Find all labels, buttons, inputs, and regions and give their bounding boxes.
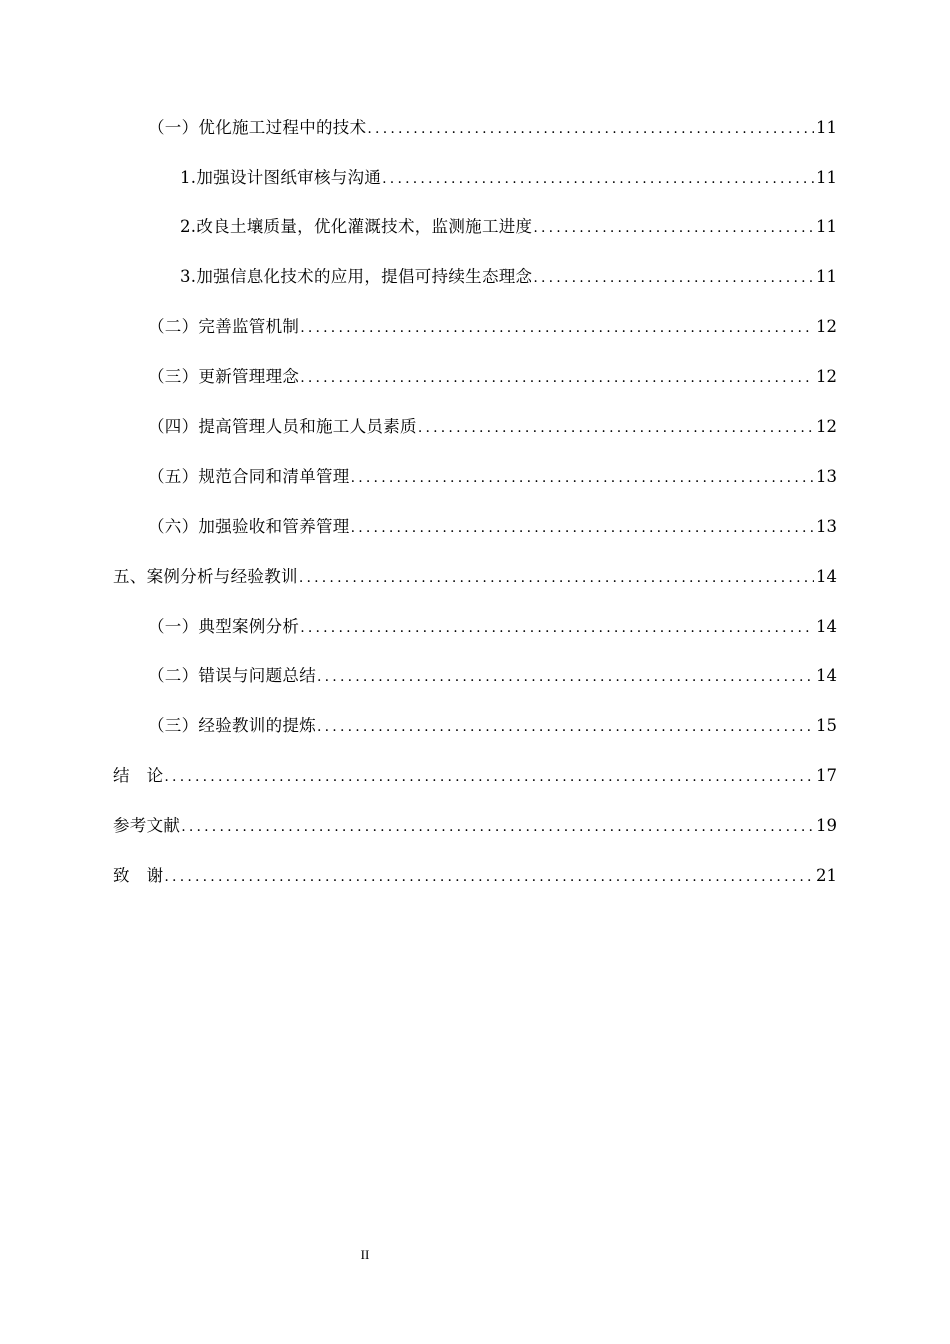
toc-entry[interactable] bbox=[113, 813, 837, 839]
toc-entry-page: 12 bbox=[816, 317, 837, 336]
toc-entry-title: 1.加强设计图纸审核与沟通 bbox=[180, 168, 382, 187]
toc-entry-page: 17 bbox=[816, 766, 837, 785]
toc-entry-title: 参考文献 bbox=[113, 816, 181, 835]
toc-dot-leader bbox=[367, 116, 814, 142]
toc-dot-leader bbox=[300, 315, 814, 341]
toc-dot-leader bbox=[300, 365, 814, 391]
toc-entry-page: 11 bbox=[816, 118, 837, 137]
toc-entry-page: 11 bbox=[816, 267, 837, 286]
toc-entry-page: 15 bbox=[816, 716, 837, 735]
toc-entry[interactable] bbox=[148, 464, 837, 490]
toc-entry-title: 结 论 bbox=[113, 766, 164, 785]
toc-dot-leader bbox=[181, 814, 814, 840]
toc-entry-page: 13 bbox=[816, 517, 837, 536]
toc-entry[interactable] bbox=[180, 214, 837, 240]
toc-entry[interactable] bbox=[180, 264, 837, 290]
toc-dot-leader bbox=[317, 714, 814, 740]
toc-dot-leader bbox=[533, 215, 814, 241]
toc-entry[interactable] bbox=[148, 614, 837, 640]
toc-entry-title: （四）提高管理人员和施工人员素质 bbox=[148, 417, 417, 436]
toc-dot-leader bbox=[300, 615, 814, 641]
toc-entry[interactable] bbox=[148, 364, 837, 390]
toc-dot-leader bbox=[533, 265, 814, 291]
toc-entry[interactable] bbox=[113, 564, 837, 590]
toc-entry-page: 14 bbox=[816, 567, 837, 586]
toc-entry-title: （二）完善监管机制 bbox=[148, 317, 300, 336]
toc-entry-page: 14 bbox=[816, 666, 837, 685]
toc-entry-page: 11 bbox=[816, 217, 837, 236]
toc-dot-leader bbox=[382, 166, 814, 192]
toc-entry-page: 12 bbox=[816, 367, 837, 386]
toc-entry-page: 13 bbox=[816, 467, 837, 486]
toc-dot-leader bbox=[164, 764, 814, 790]
toc-entry-title: （一）优化施工过程中的技术 bbox=[148, 118, 367, 137]
toc-entry-page: 11 bbox=[816, 168, 837, 187]
toc-dot-leader bbox=[418, 415, 814, 441]
toc-entry-page: 12 bbox=[816, 417, 837, 436]
toc-dot-leader bbox=[317, 664, 814, 690]
toc-entry[interactable] bbox=[113, 763, 837, 789]
toc-entry[interactable] bbox=[148, 514, 837, 540]
toc-entry-title: （三）更新管理理念 bbox=[148, 367, 300, 386]
toc-dot-leader bbox=[351, 515, 814, 541]
toc-dot-leader bbox=[299, 565, 814, 591]
toc-entry-title: （三）经验教训的提炼 bbox=[148, 716, 316, 735]
toc-entry[interactable] bbox=[148, 314, 837, 340]
toc-entry[interactable] bbox=[148, 115, 837, 141]
toc-entry[interactable] bbox=[113, 863, 837, 889]
toc-entry-title: 2.改良土壤质量，优化灌溉技术，监测施工进度 bbox=[180, 217, 533, 236]
toc-entry-page: 21 bbox=[816, 866, 837, 885]
toc-entry-title: 致 谢 bbox=[113, 866, 164, 885]
page-number: II bbox=[360, 1247, 370, 1262]
toc-entry[interactable] bbox=[180, 165, 837, 191]
toc-dot-leader bbox=[351, 465, 814, 491]
toc-entry-title: （五）规范合同和清单管理 bbox=[148, 467, 350, 486]
toc-entry-title: 五、案例分析与经验教训 bbox=[113, 567, 298, 586]
toc-entry-title: 3.加强信息化技术的应用，提倡可持续生态理念 bbox=[180, 267, 533, 286]
toc-entry-page: 14 bbox=[816, 617, 837, 636]
toc-entry-title: （二）错误与问题总结 bbox=[148, 666, 316, 685]
toc-dot-leader bbox=[164, 864, 814, 890]
toc-entry-page: 19 bbox=[816, 816, 837, 835]
toc-entry[interactable] bbox=[148, 713, 837, 739]
toc-entry-title: （一）典型案例分析 bbox=[148, 617, 300, 636]
toc-entry-title: （六）加强验收和管养管理 bbox=[148, 517, 350, 536]
toc-entry[interactable] bbox=[148, 414, 837, 440]
toc-entry[interactable] bbox=[148, 663, 837, 689]
